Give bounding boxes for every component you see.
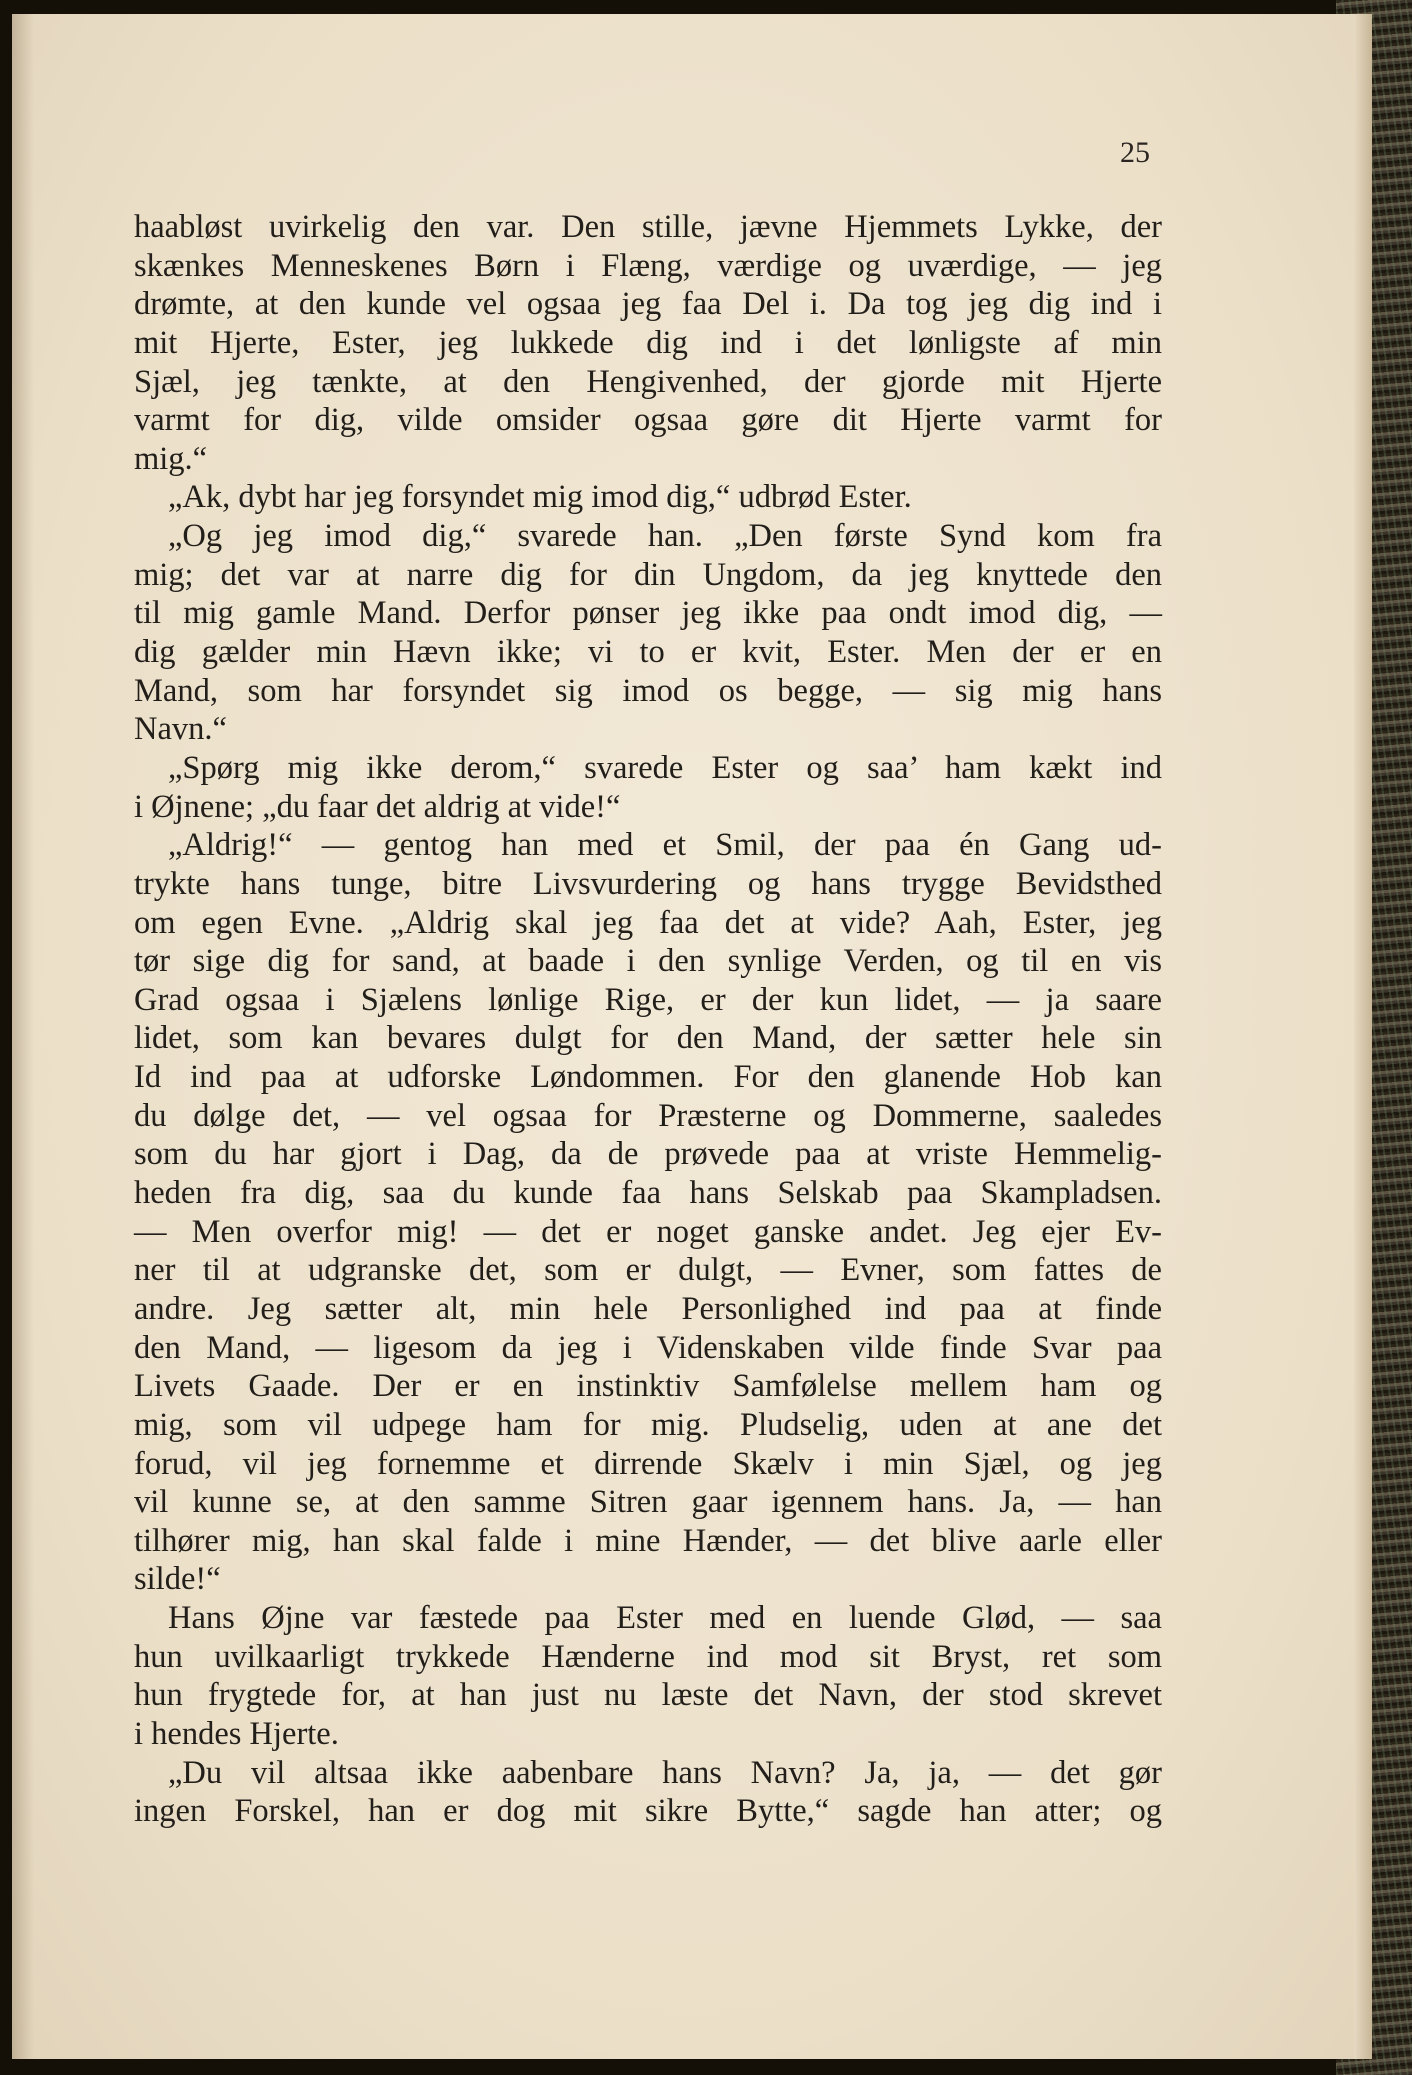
text-line: tilhører mig, han skal falde i mine Hænder, — det blive aarle eller bbox=[134, 1522, 1162, 1559]
text-line: Grad ogsaa i Sjælens lønlige Rige, er der kun lidet, — ja saare bbox=[134, 981, 1162, 1018]
text-line: Sjæl, jeg tænkte, at den Hengivenhed, der gjorde mit Hjerte bbox=[134, 363, 1162, 400]
text-line: Livets Gaade. Der er en instinktiv Samfølelse mellem ham og bbox=[134, 1368, 1162, 1405]
text-line: andre. Jeg sætter alt, min hele Personlighed ind paa at finde bbox=[134, 1290, 1162, 1327]
text-line: tør sige dig for sand, at baade i den synlige Verden, og til en vis bbox=[134, 943, 1162, 980]
text-line: „Og jeg imod dig,“ svarede han. „Den første Synd kom fra bbox=[168, 518, 1162, 555]
text-line: haabløst uvirkelig den var. Den stille, jævne Hjemmets Lykke, der bbox=[134, 209, 1162, 245]
text-line: varmt for dig, vilde omsider ogsaa gøre dit Hjerte varmt for bbox=[134, 402, 1162, 439]
text-line: vil kunne se, at den samme Sitren gaar igennem hans. Ja, — han bbox=[134, 1484, 1162, 1521]
text-line: dig gælder min Hævn ikke; vi to er kvit, Ester. Men der er en bbox=[134, 634, 1162, 671]
text-line: i hendes Hjerte. bbox=[134, 1715, 339, 1752]
text-line: mig; det var at narre dig for din Ungdom, da jeg knyttede den bbox=[134, 556, 1162, 593]
text-line: mig, som vil udpege ham for mig. Pludselig, uden at ane det bbox=[134, 1406, 1162, 1443]
text-line: hun uvilkaarligt trykkede Hænderne ind mod sit Bryst, ret som bbox=[134, 1638, 1162, 1675]
body-text bbox=[134, 208, 1162, 1831]
text-line: Navn.“ bbox=[134, 711, 227, 748]
text-line: mig.“ bbox=[134, 440, 208, 477]
text-line: den Mand, — ligesom da jeg i Videnskaben vilde finde Svar paa bbox=[134, 1329, 1162, 1366]
text-line: i Øjnene; „du faar det aldrig at vide!“ bbox=[134, 788, 621, 825]
text-line: silde!“ bbox=[134, 1561, 221, 1598]
text-line: mit Hjerte, Ester, jeg lukkede dig ind i det lønligste af min bbox=[134, 324, 1162, 361]
book-page bbox=[12, 14, 1372, 2059]
text-line: Mand, som har forsyndet sig imod os begge, — sig mig hans bbox=[134, 672, 1162, 709]
text-line: drømte, at den kunde vel ogsaa jeg faa Del i. Da tog jeg dig ind i bbox=[134, 286, 1162, 323]
page-number: 25 bbox=[1120, 136, 1150, 169]
text-line: om egen Evne. „Aldrig skal jeg faa det at vide? Aah, Ester, jeg bbox=[134, 904, 1162, 941]
text-line: ner til at udgranske det, som er dulgt, — Evner, som fattes de bbox=[134, 1252, 1162, 1289]
text-line: heden fra dig, saa du kunde faa hans Selskab paa Skampladsen. bbox=[134, 1175, 1162, 1212]
text-line: hun frygtede for, at han just nu læste det Navn, der stod skrevet bbox=[134, 1677, 1162, 1714]
spine-shadow bbox=[12, 14, 34, 2059]
page-fore-edge bbox=[1354, 14, 1372, 2059]
text-line: Id ind paa at udforske Løndommen. For den glanende Hob kan bbox=[134, 1059, 1162, 1096]
text-line: som du har gjort i Dag, da de prøvede paa at vriste Hemmelig- bbox=[134, 1136, 1162, 1173]
text-line: skænkes Menneskenes Børn i Flæng, værdige og uværdige, — jeg bbox=[134, 247, 1162, 284]
text-line: „Du vil altsaa ikke aabenbare hans Navn? Ja, ja, — det gør bbox=[168, 1754, 1162, 1791]
text-line: trykte hans tunge, bitre Livsvurdering og hans trygge Bevidsthed bbox=[134, 865, 1162, 902]
text-line: „Aldrig!“ — gentog han med et Smil, der paa én Gang ud- bbox=[168, 827, 1162, 864]
text-line: ingen Forskel, han er dog mit sikre Bytte,“ sagde han atter; og bbox=[134, 1793, 1162, 1830]
text-line: „Ak, dybt har jeg forsyndet mig imod dig,“ udbrød Ester. bbox=[168, 479, 912, 516]
text-line: — Men overfor mig! — det er noget ganske andet. Jeg ejer Ev- bbox=[134, 1213, 1162, 1250]
text-line: „Spørg mig ikke derom,“ svarede Ester og saa’ ham kækt ind bbox=[168, 749, 1162, 786]
text-line: lidet, som kan bevares dulgt for den Mand, der sætter hele sin bbox=[134, 1020, 1162, 1057]
text-line: du dølge det, — vel ogsaa for Præsterne og Dommerne, saaledes bbox=[134, 1097, 1162, 1134]
text-line: forud, vil jeg fornemme et dirrende Skælv i min Sjæl, og jeg bbox=[134, 1445, 1162, 1482]
text-line: Hans Øjne var fæstede paa Ester med en luende Glød, — saa bbox=[168, 1600, 1162, 1637]
text-line: til mig gamle Mand. Derfor pønser jeg ikke paa ondt imod dig, — bbox=[134, 595, 1162, 632]
